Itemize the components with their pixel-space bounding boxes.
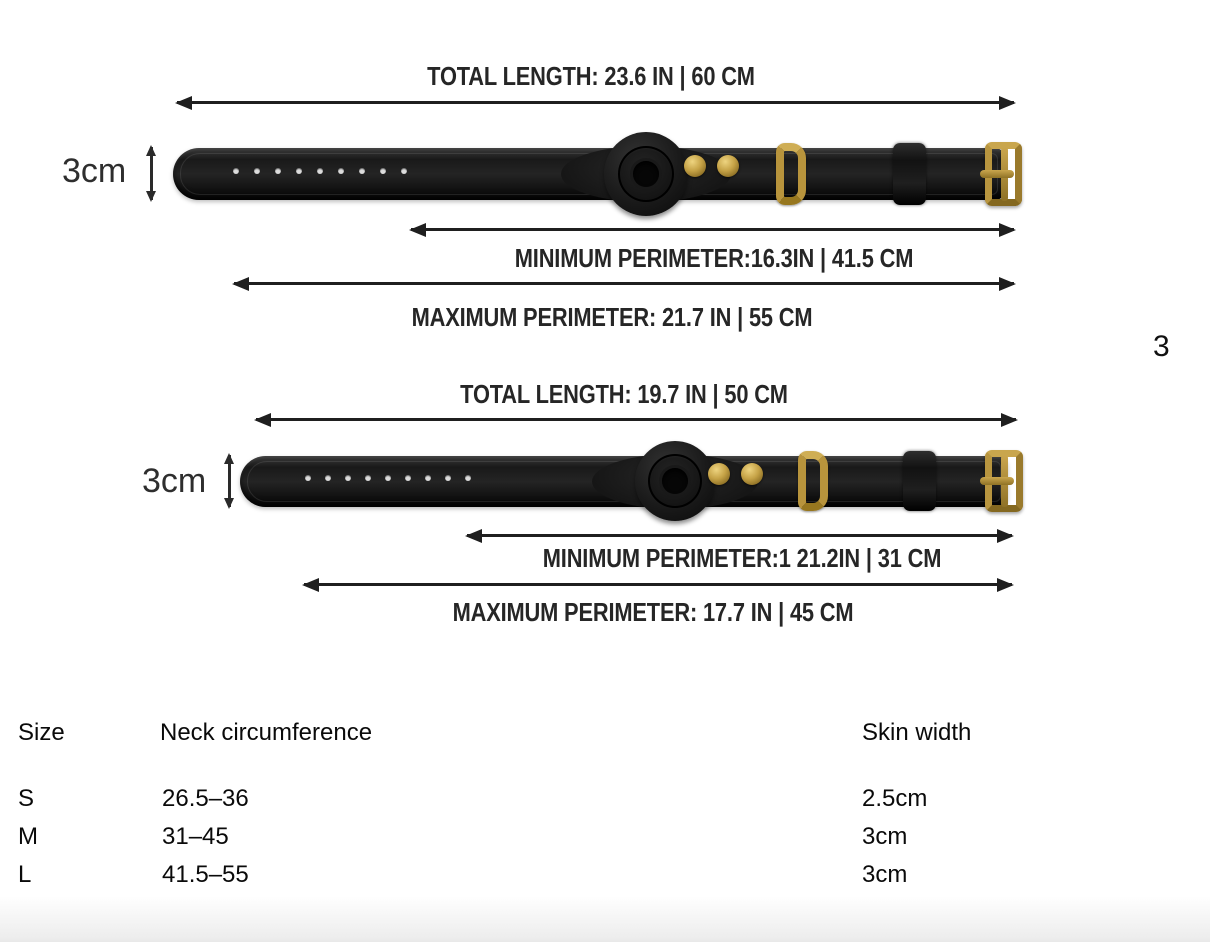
airtag-holder <box>604 132 688 216</box>
table-cell-neck-l: 41.5–55 <box>162 861 249 888</box>
buckle-prong <box>980 477 1014 485</box>
strap-hole <box>380 168 386 174</box>
collar-illustration-large <box>173 148 1022 200</box>
table-cell-neck-m: 31–45 <box>162 823 229 850</box>
strap-hole <box>425 475 431 481</box>
rivet <box>708 463 730 485</box>
size-table-header-neck: Neck circumference <box>160 719 373 746</box>
airtag-holder <box>635 441 715 521</box>
max-perimeter-label-1: MAXIMUM PERIMETER: 21.7 IN | 55 CM <box>411 302 813 332</box>
strap-hole <box>385 475 391 481</box>
size-table-header-size: Size <box>18 719 65 746</box>
strap-hole <box>305 475 311 481</box>
buckle <box>985 450 1023 512</box>
strap-hole <box>445 475 451 481</box>
d-ring <box>798 451 828 511</box>
buckle-prong <box>980 170 1014 178</box>
page-number: 3 <box>1153 330 1170 363</box>
min-perimeter-label-1: MINIMUM PERIMETER:16.3IN | 41.5 CM <box>514 243 914 273</box>
bottom-fade <box>0 896 1210 942</box>
strap-hole <box>401 168 407 174</box>
strap-hole <box>345 475 351 481</box>
max-perimeter-arrow-2 <box>304 583 1012 586</box>
strap-hole <box>233 168 239 174</box>
min-perimeter-arrow-1 <box>411 228 1014 231</box>
strap-hole <box>296 168 302 174</box>
strap-width-label-1: 3cm <box>62 152 127 190</box>
table-cell-skin-l: 3cm <box>862 861 908 888</box>
keeper-loop <box>903 451 936 511</box>
max-perimeter-label-2: MAXIMUM PERIMETER: 17.7 IN | 45 CM <box>452 597 854 627</box>
strap-width-arrow-2 <box>228 455 231 507</box>
table-cell-size-l: L <box>18 861 32 888</box>
max-perimeter-arrow-1 <box>234 282 1014 285</box>
strap-hole <box>275 168 281 174</box>
strap-width-label-2: 3cm <box>142 462 207 500</box>
strap-hole <box>405 475 411 481</box>
table-cell-size-m: M <box>18 823 38 850</box>
strap-hole <box>254 168 260 174</box>
strap-hole <box>325 475 331 481</box>
rivet <box>717 155 739 177</box>
collar-illustration-small <box>240 456 1027 507</box>
table-cell-size-s: S <box>18 785 35 812</box>
total-length-arrow-2 <box>256 418 1016 421</box>
strap-hole <box>359 168 365 174</box>
d-ring <box>776 143 806 205</box>
total-length-label-2: TOTAL LENGTH: 19.7 IN | 50 CM <box>460 379 788 409</box>
size-table-header-skin: Skin width <box>862 719 972 746</box>
strap-hole <box>365 475 371 481</box>
table-cell-neck-s: 26.5–36 <box>162 785 249 812</box>
total-length-arrow-1 <box>177 101 1014 104</box>
airtag-hole <box>662 468 688 494</box>
table-cell-skin-s: 2.5cm <box>862 785 928 812</box>
rivet <box>684 155 706 177</box>
keeper-loop <box>893 143 926 205</box>
strap-hole <box>317 168 323 174</box>
strap-hole <box>338 168 344 174</box>
min-perimeter-arrow-2 <box>467 534 1012 537</box>
buckle <box>985 142 1022 206</box>
table-cell-skin-m: 3cm <box>862 823 908 850</box>
strap-hole <box>465 475 471 481</box>
rivet <box>741 463 763 485</box>
min-perimeter-label-2: MINIMUM PERIMETER:1 21.2IN | 31 CM <box>542 543 942 573</box>
strap-width-arrow-1 <box>150 147 153 200</box>
airtag-hole <box>633 161 659 187</box>
total-length-label-1: TOTAL LENGTH: 23.6 IN | 60 CM <box>427 61 755 91</box>
